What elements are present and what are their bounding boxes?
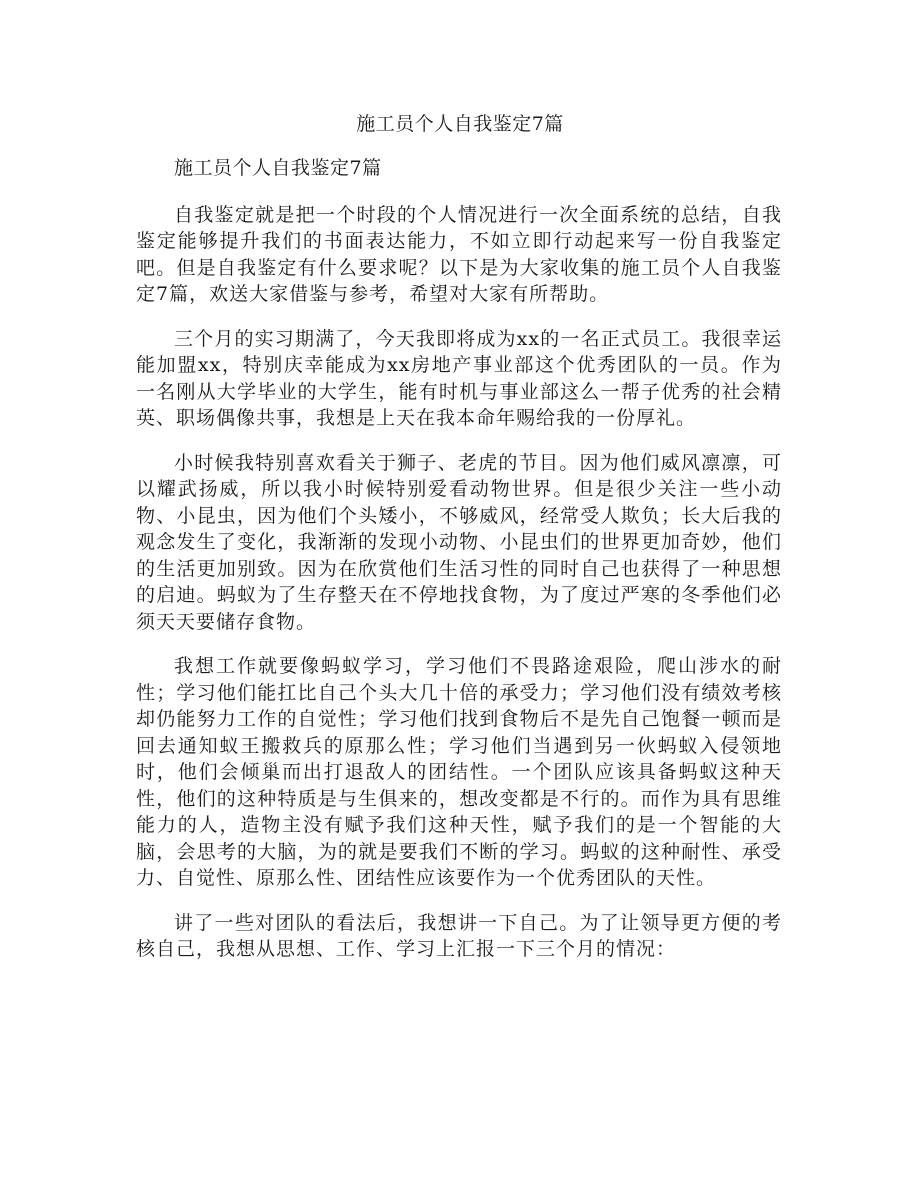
paragraph-ant-learning: 我想工作就要像蚂蚁学习，学习他们不畏路途艰险，爬山涉水的耐性；学习他们能扛比自己个头大几十倍的承受力；学习他们没有绩效考核却仍能努力工作的自觉性；学习他们找到食物后不是先自己饱餐一顿而是回去通知蚁王搬救兵的原那么性；学习他们当遇到另一伙蚂蚁入侵领地时，他们会倾巢而出打退敌人的团结性。一个团队应该具备蚂蚁这种天性，他们的这种特质是与生俱来的，想改变都是不行的。而作为具有思维能力的人，造物主没有赋予我们这种天性，赋予我们的是一个智能的大脑，会思考的大脑，为的就是要我们不断的学习。蚂蚁的这种耐性、承受力、自觉性、原那么性、团结性应该要作为一个优秀团队的天性。 — [136, 655, 782, 889]
paragraph-internship: 三个月的实习期满了，今天我即将成为xx的一名正式员工。我很幸运能加盟xx，特别庆幸能成为xx房地产事业部这个优秀团队的一员。作为一名刚从大学毕业的大学生，能有时机与事业部这么一帮子优秀的社会精英、职场偶像共事，我想是上天在我本命年赐给我的一份厚礼。 — [136, 327, 782, 429]
document-subtitle: 施工员个人自我鉴定7篇 — [174, 157, 382, 179]
document-title: 施工员个人自我鉴定7篇 — [356, 113, 564, 135]
document-body — [136, 155, 782, 981]
paragraph-intro: 自我鉴定就是把一个时段的个人情况进行一次全面系统的总结，自我鉴定能够提升我们的书面表达能力，不如立即行动起来写一份自我鉴定吧。但是自我鉴定有什么要求呢？以下是为大家收集的施工员个人自我鉴定7篇，欢送大家借鉴与参考，希望对大家有所帮助。 — [136, 203, 782, 305]
paragraph-self-report: 讲了一些对团队的看法后，我想讲一下自己。为了让领导更方便的考核自己，我想从思想、工作、学习上汇报一下三个月的情况： — [136, 911, 782, 960]
paragraph-childhood: 小时候我特别喜欢看关于狮子、老虎的节目。因为他们威风凛凛，可以耀武扬威，所以我小时候特别爱看动物世界。但是很少关注一些小动物、小昆虫，因为他们个头矮小，不够威风，经常受人欺负；长大后我的观念发生了变化，我渐渐的发现小动物、小昆虫们的世界更加奇妙，他们的生活更加别致。因为在欣赏他们生活习性的同时自己也获得了一种思想的启迪。蚂蚁为了生存整天在不停地找食物，为了度过严寒的冬季他们必须天天要储存食物。 — [136, 451, 782, 633]
